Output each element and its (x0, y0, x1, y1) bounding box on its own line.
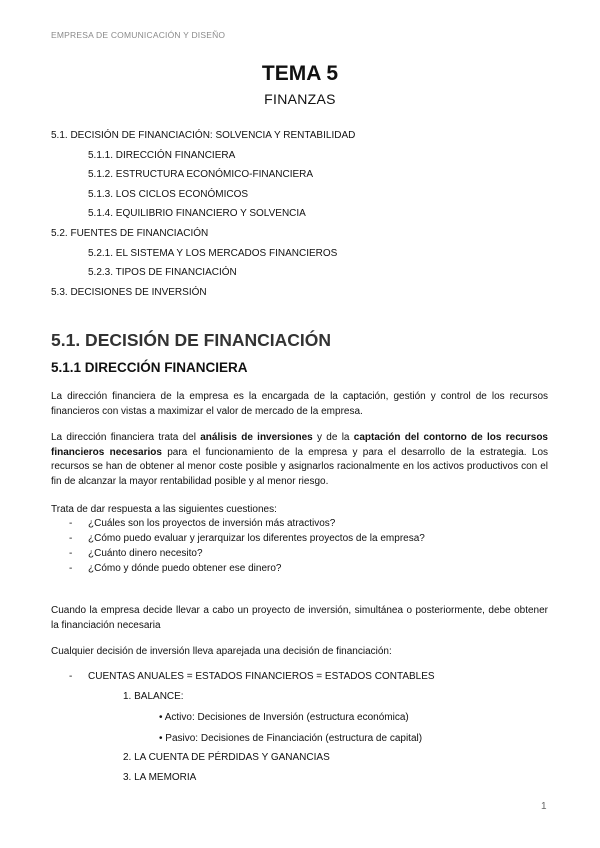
toc-item-5-3: 5.3. DECISIONES DE INVERSIÓN (51, 287, 207, 298)
document-title: TEMA 5 (261, 62, 339, 85)
outline-item-balance: 1. BALANCE: (123, 691, 184, 702)
outline-main: CUENTAS ANUALES = ESTADOS FINANCIEROS = ESTADOS CONTABLES (88, 671, 435, 682)
toc-item-5-1-2: 5.1.2. ESTRUCTURA ECONÓMICO-FINANCIERA (88, 169, 314, 180)
outline-sub-activo: • Activo: Decisiones de Inversión (estructura económica) (159, 712, 409, 723)
paragraph-1: La dirección financiera de la empresa es la encargada de la captación, gestión y control de los recursos financieros con vistas a maximizar el valor de mercado de la empresa. (51, 391, 548, 417)
list-dash: - (69, 533, 73, 544)
paragraph-2-text-a: La dirección financiera trata del (51, 432, 201, 443)
page-number: 1 (541, 801, 547, 812)
document-subtitle: FINANZAS (264, 91, 336, 107)
outline-item-memoria: 3. LA MEMORIA (123, 772, 197, 783)
section-heading: 5.1. DECISIÓN DE FINANCIACIÓN (51, 330, 332, 350)
subsection-heading: 5.1.1 DIRECCIÓN FINANCIERA (51, 360, 248, 375)
question-item: ¿Cómo y dónde puedo obtener ese dinero? (88, 563, 282, 574)
toc-item-5-2-3: 5.2.3. TIPOS DE FINANCIACIÓN (88, 267, 237, 278)
paragraph-4: Cualquier decisión de inversión lleva aparejada una decisión de financiación: (51, 646, 392, 657)
list-dash: - (69, 671, 73, 682)
paragraph-2-bold-1: análisis de inversiones (200, 432, 313, 443)
question-item: ¿Cuánto dinero necesito? (88, 548, 203, 559)
list-dash: - (69, 518, 73, 529)
paragraph-2-text-d: para el funcionamiento de la empresa y para el desarrollo de la estrategia. Los recursos se han de obtener al menor coste posible y asignarlos racionalmente en los activos productivos con el fin de alcanzar la mayor rentabilidad posible y al menor riesgo. (51, 446, 549, 487)
list-dash: - (69, 563, 73, 574)
toc-item-5-2: 5.2. FUENTES DE FINANCIACIÓN (51, 228, 209, 239)
toc-item-5-1-3: 5.1.3. LOS CICLOS ECONÓMICOS (88, 189, 249, 200)
paragraph-2 (51, 431, 548, 489)
page-header: EMPRESA DE COMUNICACIÓN Y DISEÑO (51, 30, 226, 40)
toc-item-5-2-1: 5.2.1. EL SISTEMA Y LOS MERCADOS FINANCIEROS (88, 248, 338, 259)
question-item: ¿Cuáles son los proyectos de inversión más atractivos? (88, 518, 336, 529)
outline-sub-pasivo: • Pasivo: Decisiones de Financiación (estructura de capital) (159, 733, 423, 744)
paragraph-2-text-c: y de la (312, 432, 354, 443)
outline-item-cuenta: 2. LA CUENTA DE PÉRDIDAS Y GANANCIAS (123, 752, 330, 763)
toc-item-5-1-1: 5.1.1. DIRECCIÓN FINANCIERA (88, 150, 236, 161)
paragraph-3: Cuando la empresa decide llevar a cabo un proyecto de inversión, simultánea o posteriormente, debe obtener la financiación necesaria (51, 605, 548, 631)
toc-item-5-1-4: 5.1.4. EQUILIBRIO FINANCIERO Y SOLVENCIA (88, 208, 306, 219)
question-item: ¿Cómo puedo evaluar y jerarquizar los diferentes proyectos de la empresa? (88, 533, 425, 544)
paragraph-2-bold-2: captación del contorno de los recursos financieros necesarios (51, 432, 548, 458)
toc-item-5-1: 5.1. DECISIÓN DE FINANCIACIÓN: SOLVENCIA Y RENTABILIDAD (51, 130, 356, 141)
questions-intro: Trata de dar respuesta a las siguientes cuestiones: (51, 504, 277, 515)
list-dash: - (69, 548, 73, 559)
